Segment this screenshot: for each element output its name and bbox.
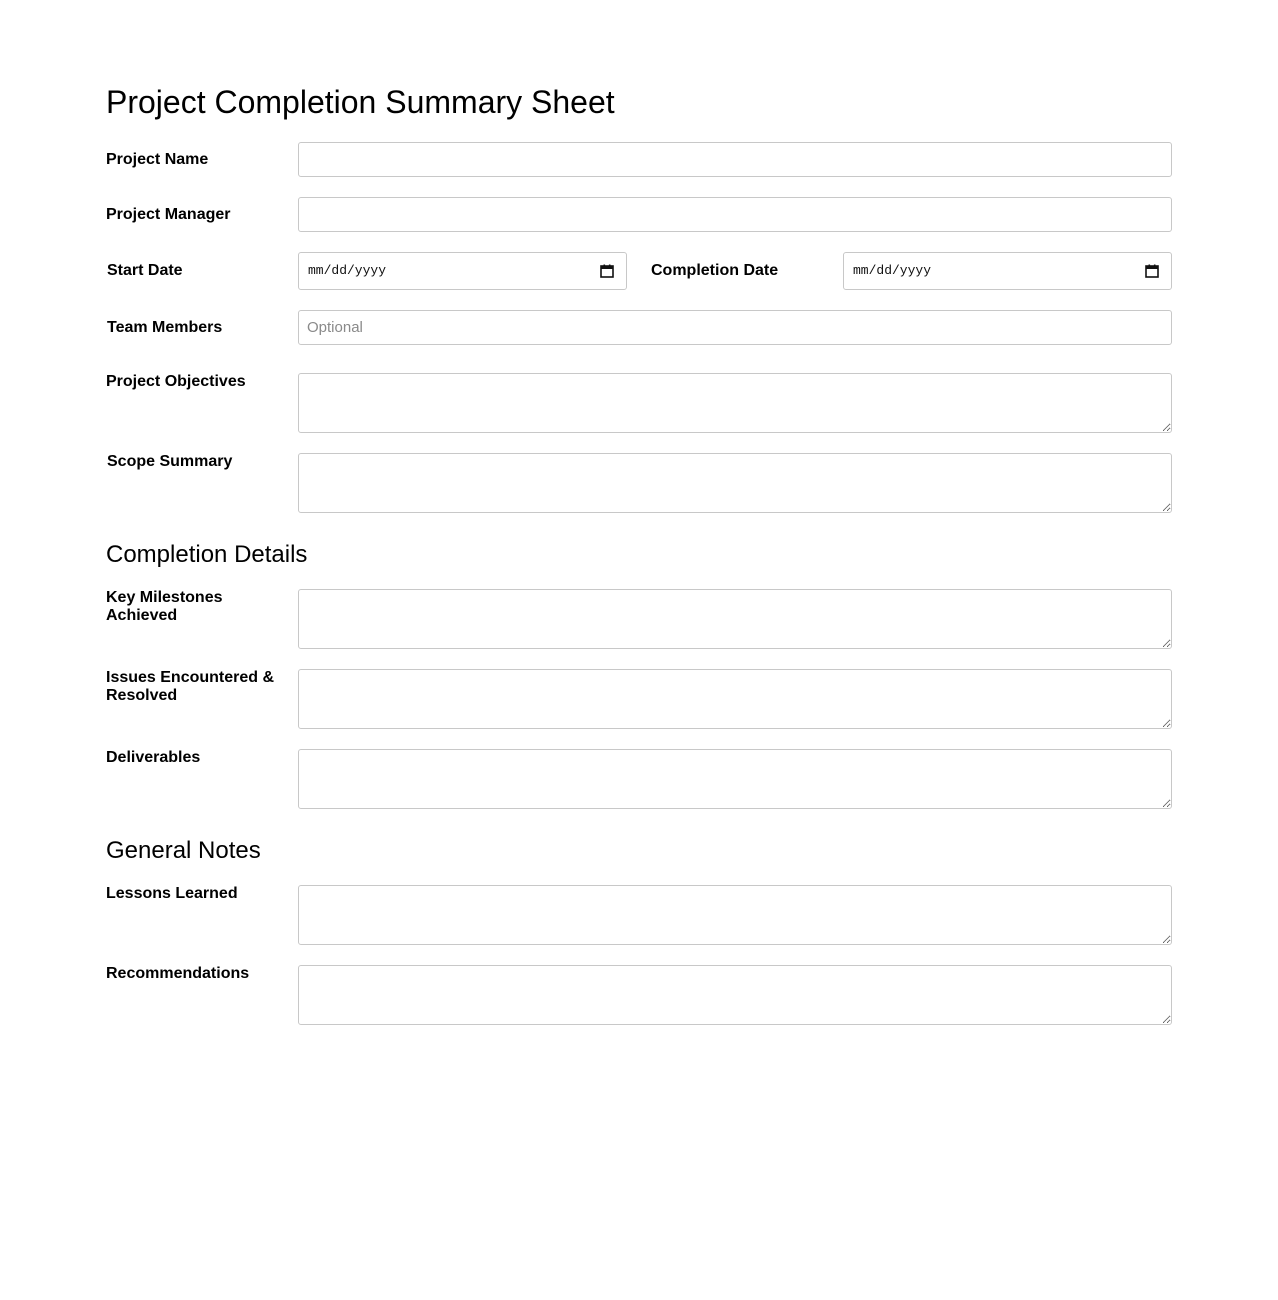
project-objectives-label: Project Objectives: [106, 373, 246, 390]
key-milestones-textarea[interactable]: [298, 589, 1172, 649]
recommendations-label: Recommendations: [106, 965, 250, 982]
completion-date-label: Completion Date: [651, 262, 779, 279]
deliverables-textarea[interactable]: [298, 749, 1172, 809]
project-name-label: Project Name: [106, 151, 209, 168]
lessons-learned-label: Lessons Learned: [106, 885, 238, 902]
key-milestones-label: [106, 589, 286, 625]
key-milestones-label-line1: Key Milestones: [106, 589, 223, 606]
completion-date-input[interactable]: [843, 252, 1172, 290]
general-notes-heading: General Notes: [106, 837, 261, 864]
project-manager-input[interactable]: [298, 197, 1172, 232]
lessons-learned-textarea[interactable]: [298, 885, 1172, 945]
issues-label-line2: Resolved: [106, 687, 178, 704]
project-objectives-textarea[interactable]: [298, 373, 1172, 433]
team-members-input[interactable]: [298, 310, 1172, 345]
issues-label-line1: Issues Encountered &: [106, 669, 275, 686]
team-members-label: Team Members: [107, 319, 223, 336]
page-title: Project Completion Summary Sheet: [106, 84, 615, 120]
calendar-icon[interactable]: [1145, 264, 1159, 278]
scope-summary-label: Scope Summary: [107, 453, 233, 470]
completion-details-heading: Completion Details: [106, 541, 308, 568]
calendar-icon[interactable]: [600, 264, 614, 278]
scope-summary-textarea[interactable]: [298, 453, 1172, 513]
start-date-label: Start Date: [107, 262, 183, 279]
project-manager-label: Project Manager: [106, 206, 231, 223]
issues-textarea[interactable]: [298, 669, 1172, 729]
project-name-input[interactable]: [298, 142, 1172, 177]
start-date-format: mm/dd/yyyy: [308, 263, 387, 278]
issues-label: [106, 669, 286, 705]
key-milestones-label-line2: Achieved: [106, 607, 178, 624]
completion-date-format: mm/dd/yyyy: [853, 263, 932, 278]
recommendations-textarea[interactable]: [298, 965, 1172, 1025]
start-date-input[interactable]: [298, 252, 627, 290]
deliverables-label: Deliverables: [106, 749, 201, 766]
